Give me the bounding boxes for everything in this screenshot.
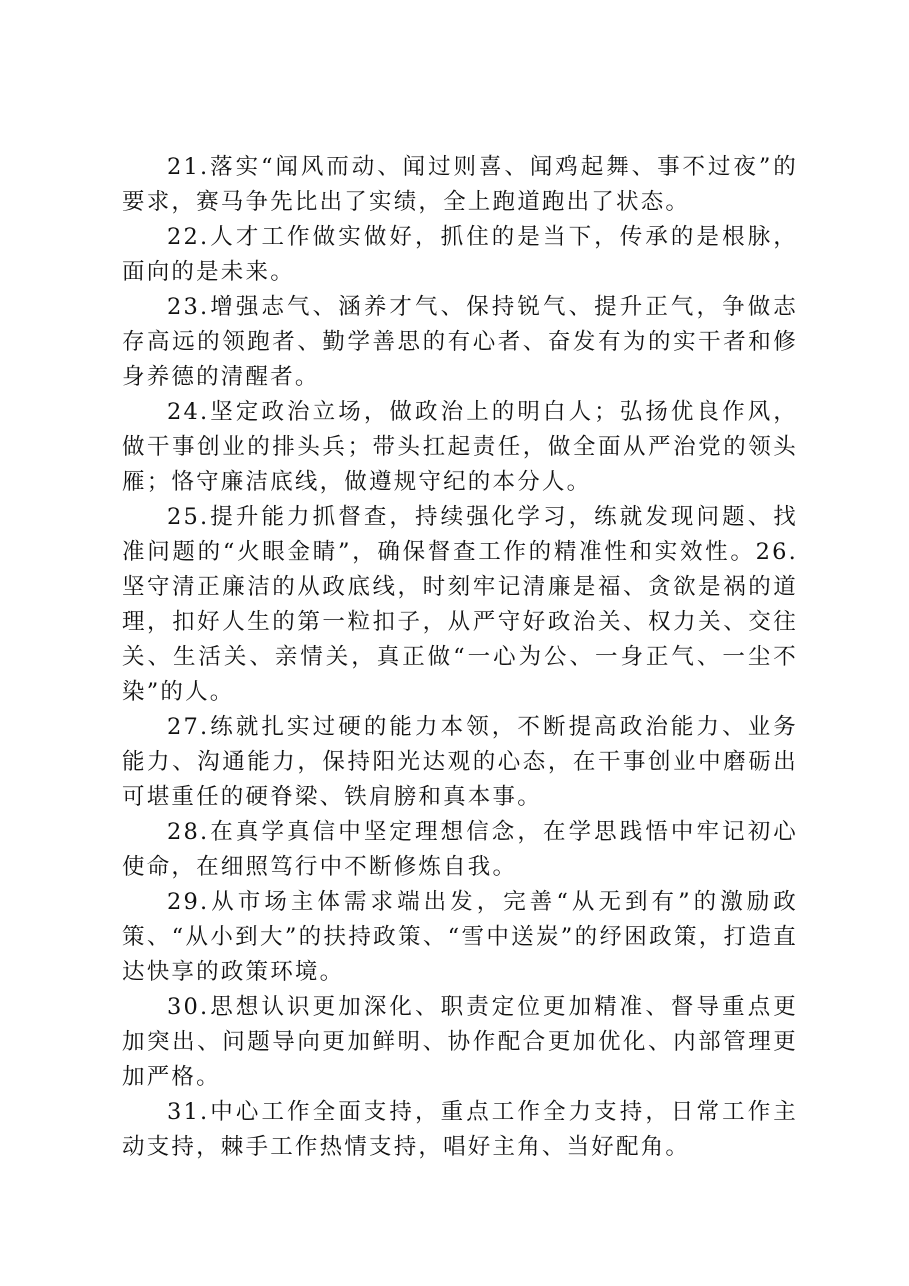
paragraph-30: 30.思想认识更加深化、职责定位更加精准、督导重点更加突出、问题导向更加鲜明、协作配合更加优化、内部管理更加严格。 bbox=[122, 994, 798, 1090]
paragraph-28: 28.在真学真信中坚定理想信念，在学思践悟中牢记初心使命，在细照笃行中不断修炼自我。 bbox=[122, 819, 798, 880]
paragraph-25-26: 25.提升能力抓督查，持续强化学习，练就发现问题、找准问题的“火眼金睛”，确保督查工作的精准性和实效性。26.坚守清正廉洁的从政底线，时刻牢记清廉是福、贪欲是祸的道理，扣好人生的第一粒扣子，从严守好政治关、权力关、交往关、生活关、亲情关，真正做“一心为公、一身正气、一尘不染”的人。 bbox=[122, 504, 798, 705]
paragraph-27: 27.练就扎实过硬的能力本领，不断提高政治能力、业务能力、沟通能力，保持阳光达观的心态，在干事创业中磨砺出可堪重任的硬脊梁、铁肩膀和真本事。 bbox=[122, 714, 798, 810]
paragraph-23: 23.增强志气、涵养才气、保持锐气、提升正气，争做志存高远的领跑者、勤学善思的有心者、奋发有为的实干者和修身养德的清醒者。 bbox=[122, 294, 798, 390]
paragraph-22: 22.人才工作做实做好，抓住的是当下，传承的是根脉，面向的是未来。 bbox=[122, 224, 798, 285]
paragraph-29: 29.从市场主体需求端出发，完善“从无到有”的激励政策、“从小到大”的扶持政策、“雪中送炭”的纾困政策，打造直达快享的政策环境。 bbox=[122, 889, 798, 985]
paragraph-24: 24.坚定政治立场，做政治上的明白人；弘扬优良作风，做干事创业的排头兵；带头扛起责任，做全面从严治党的领头雁；恪守廉洁底线，做遵规守纪的本分人。 bbox=[122, 399, 798, 495]
paragraph-31: 31.中心工作全面支持，重点工作全力支持，日常工作主动支持，棘手工作热情支持，唱好主角、当好配角。 bbox=[122, 1099, 798, 1160]
document-body bbox=[122, 150, 798, 1165]
paragraph-21: 21.落实“闻风而动、闻过则喜、闻鸡起舞、事不过夜”的要求，赛马争先比出了实绩，全上跑道跑出了状态。 bbox=[122, 154, 798, 215]
